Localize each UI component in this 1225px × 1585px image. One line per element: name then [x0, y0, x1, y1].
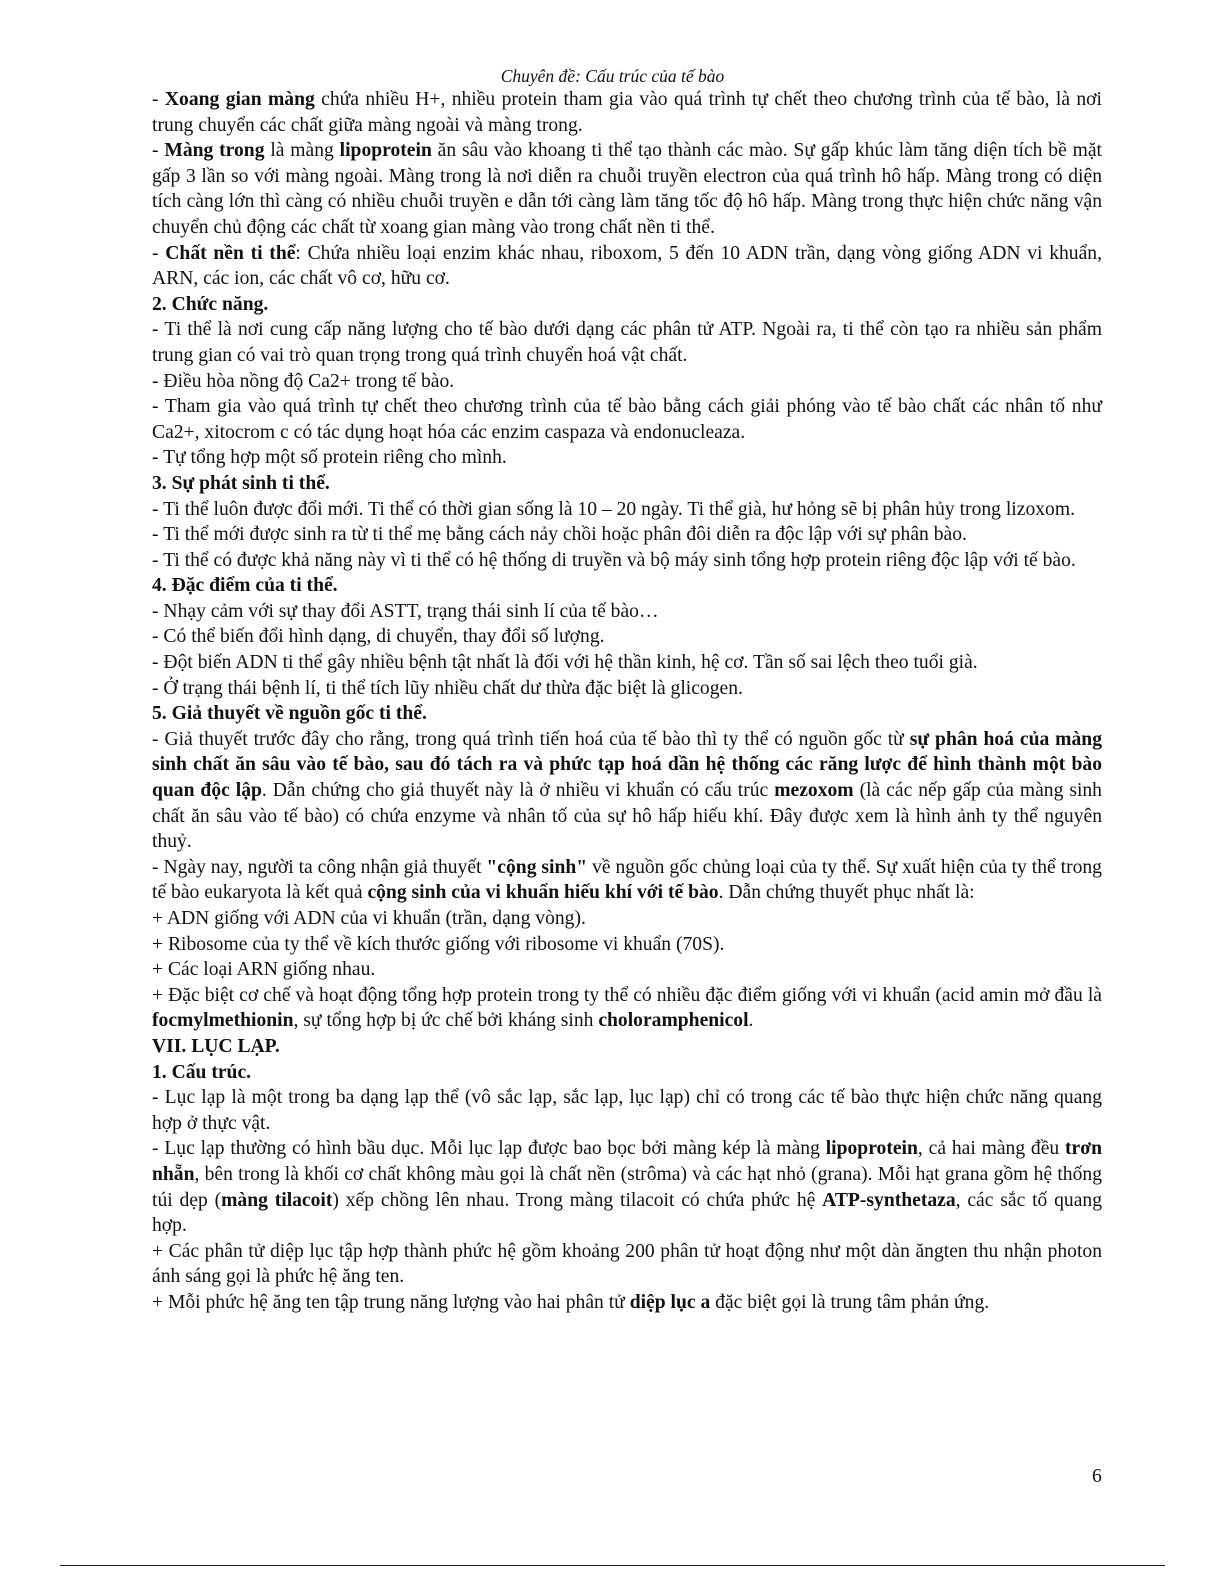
paragraph-ps-1 — [152, 497, 1102, 523]
text-run: - Nhạy cảm với sự thay đổi ASTT, trạng thái sinh lí của tế bào… — [152, 600, 659, 622]
bold-text: mezoxom — [774, 780, 854, 802]
text-run: . Dẫn chứng cho giả thuyết này là ở nhiều vi khuẩn có cấu trúc — [261, 780, 775, 802]
text-run: - Tự tổng hợp một số protein riêng cho mình. — [152, 447, 507, 469]
section-heading-chuc-nang — [152, 292, 1102, 318]
paragraph-gt-3 — [152, 906, 1102, 932]
bold-text: 2. Chức năng. — [152, 293, 269, 315]
text-run: : Chứa nhiều loại enzim khác nhau, riboxom, 5 đến 10 ADN trần, dạng vòng giống ADN vi khuẩn, ARN, các ion, các chất vô cơ, hữu cơ. — [152, 242, 1102, 290]
text-run: - Lục lạp là một trong ba dạng lạp thể (vô sắc lạp, sắc lạp, lục lạp) chỉ có trong các tế bào thực hiện chức năng quang hợp ở thực vật. — [152, 1087, 1102, 1134]
text-run: - — [152, 242, 166, 264]
paragraph-dd-1 — [152, 599, 1102, 625]
text-run: + Các loại ARN giống nhau. — [152, 959, 376, 981]
text-run: + Đặc biệt cơ chế và hoạt động tổng hợp protein trong ty thể có nhiều đặc điểm giống với vi khuẩn (acid amin mở đầu là — [152, 984, 1102, 1006]
paragraph-cn-1 — [152, 317, 1102, 368]
text-run: về nguồn gốc chủng loại của ty thể. Sự xuất hiện của ty thể trong tế bào eukaryota là kết quả — [152, 856, 1102, 904]
paragraph-cn-4 — [152, 445, 1102, 471]
text-run: - Có thể biến đổi hình dạng, di chuyển, thay đổi số lượng. — [152, 626, 605, 648]
section-heading-gia-thuyet — [152, 701, 1102, 727]
paragraph-xoang — [152, 87, 1102, 138]
text-run: . — [748, 1010, 754, 1032]
text-run: (là các nếp gấp của màng sinh chất ăn sâu vào tế bào) có chứa enzyme và nhân tố của sự hô hấp hiếu khí. Đây được xem là hình ảnh ty thể nguyên thuỷ. — [152, 780, 1102, 853]
text-run: ) xếp chồng lên nhau. Trong màng tilacoit có chứa phức hệ — [332, 1189, 823, 1211]
bold-text: lipoprotein — [825, 1138, 918, 1160]
text-run: - Tham gia vào quá trình tự chết theo chương trình của tế bào bằng cách giải phóng vào tế bào chất các nhân tố như Ca2+, xitocrom c có tác dụng hoạt hóa các enzim caspaza và endonucleaza. — [152, 396, 1102, 443]
section-heading-phat-sinh — [152, 471, 1102, 497]
text-run: , bên trong là khối cơ chất không màu gọi là chất nền (strôma) và các hạt nhỏ (grana). Mỗi hạt grana gồm hệ thống túi dẹp ( — [152, 1163, 1102, 1211]
paragraph-cn-2 — [152, 369, 1102, 395]
text-run: + Mỗi phức hệ ăng ten tập trung năng lượng vào hai phân tử — [152, 1291, 630, 1313]
bold-text: sự phân hoá của màng sinh chất ăn sâu vào tế bào, sau đó tách ra và phức tạp hoá dần hệ thống các răng lược để hình thành một bào quan độc lập — [152, 728, 1102, 802]
text-run: - Điều hòa nồng độ Ca2+ trong tế bào. — [152, 370, 455, 392]
text-run: - Ngày nay, người ta công nhận giả thuyết — [152, 856, 487, 878]
page-header: Chuyên đề: Cấu trúc của tế bào — [500, 66, 725, 86]
bold-text: "cộng sinh" — [486, 856, 588, 878]
text-run: , cả hai màng đều — [917, 1138, 1066, 1160]
paragraph-ll-1 — [152, 1085, 1102, 1136]
text-run: + Các phân tử diệp lục tập hợp thành phức hệ gồm khoảng 200 phân tử hoạt động như một dàn ăngten thu nhận photon ánh sáng gọi là phức hệ ăng ten. — [152, 1240, 1102, 1288]
paragraph-ll-3 — [152, 1239, 1102, 1290]
text-run: - Ti thể mới được sinh ra từ ti thể mẹ bằng cách nảy chồi hoặc phân đôi diễn ra độc lập với sự phân bào. — [152, 524, 967, 546]
bold-text: focmylmethionin — [152, 1010, 294, 1032]
text-run: đặc biệt gọi là trung tâm phản ứng. — [710, 1291, 990, 1313]
text-run: + Ribosome của ty thể về kích thước giống với ribosome vi khuẩn (70S). — [152, 933, 725, 955]
paragraph-gt-1 — [152, 727, 1102, 855]
text-run: - Ti thể có được khả năng này vì ti thể có hệ thống di truyền và bộ máy sinh tổng hợp protein riêng độc lập với tế bào. — [152, 549, 1076, 571]
paragraph-dd-3 — [152, 650, 1102, 676]
bold-text: VII. LỤC LẠP. — [152, 1035, 280, 1057]
paragraph-ll-2 — [152, 1136, 1102, 1238]
text-run: - — [152, 140, 165, 162]
paragraph-chat-nen — [152, 241, 1102, 292]
bold-text: 5. Giả thuyết về nguồn gốc ti thể. — [152, 703, 427, 725]
bold-text: 1. Cấu trúc. — [152, 1061, 252, 1083]
section-heading-cau-truc — [152, 1060, 1102, 1086]
paragraph-ll-4 — [152, 1290, 1102, 1316]
bold-text: choloramphenicol — [598, 1010, 749, 1032]
text-run: - Ti thể là nơi cung cấp năng lượng cho tế bào dưới dạng các phân tử ATP. Ngoài ra, ti thể còn tạo ra nhiều sản phẩm trung gian có vai trò quan trọng trong quá trình chuyển hoá vật chất. — [152, 319, 1102, 366]
paragraph-gt-2 — [152, 855, 1102, 906]
bold-text: 3. Sự phát sinh ti thể. — [152, 472, 330, 494]
bold-text: ATP-synthetaza — [822, 1189, 956, 1211]
paragraph-ps-2 — [152, 522, 1102, 548]
bold-text: 4. Đặc điểm của ti thể. — [152, 575, 338, 597]
bold-text: lipoprotein — [339, 140, 432, 162]
document-body — [152, 87, 1102, 1316]
bottom-rule — [60, 1565, 1165, 1566]
paragraph-ps-3 — [152, 548, 1102, 574]
paragraph-dd-2 — [152, 624, 1102, 650]
paragraph-mang-trong — [152, 138, 1102, 240]
paragraph-dd-4 — [152, 676, 1102, 702]
text-run: + ADN giống với ADN của vi khuẩn (trần, dạng vòng). — [152, 908, 586, 929]
text-run: là màng — [264, 140, 340, 162]
text-run: - — [152, 89, 165, 110]
text-run: - Lục lạp thường có hình bầu dục. Mỗi lục lạp được bao bọc bởi màng kép là màng — [152, 1138, 826, 1160]
paragraph-gt-5 — [152, 957, 1102, 983]
text-run: - Giả thuyết trước đây cho rằng, trong quá trình tiến hoá của tế bào thì ty thể có nguồn gốc từ — [152, 728, 910, 750]
text-run: , sự tổng hợp bị ức chế bởi kháng sinh — [293, 1010, 599, 1032]
text-run: - Ti thể luôn được đổi mới. Ti thể có thời gian sống là 10 – 20 ngày. Ti thể già, hư hỏng sẽ bị phân hủy trong lizoxom. — [152, 498, 1075, 520]
section-heading-luc-lap — [152, 1034, 1102, 1060]
text-run: . Dẫn chứng thuyết phục nhất là: — [718, 882, 975, 904]
paragraph-gt-4 — [152, 932, 1102, 958]
bold-text: diệp lục a — [629, 1291, 711, 1313]
bold-text: cộng sinh của vi khuẩn hiếu khí với tế bào — [367, 882, 719, 904]
bold-text: Màng trong — [164, 140, 265, 162]
text-run: - Đột biến ADN ti thể gây nhiều bệnh tật nhất là đối với hệ thần kinh, hệ cơ. Tần số sai lệch theo tuổi già. — [152, 652, 978, 674]
bold-text: màng tilacoit — [221, 1189, 333, 1211]
text-run: chứa nhiều H+, nhiều protein tham gia vào quá trình tự chết theo chương trình của tế bào, là nơi trung chuyển các chất giữa màng ngoài và màng trong. — [152, 89, 1102, 136]
bold-text: trơn nhẵn — [152, 1138, 1102, 1185]
text-run: ăn sâu vào khoang ti thể tạo thành các mào. Sự gấp khúc làm tăng diện tích bề mặt gấp 3 lần so với màng ngoài. Màng trong là nơi diễn ra chuỗi truyền electron của quá trình hô hấp. Màng trong có diện tích càng lớn thì càng có nhiều chuỗi truyền e dẫn tới càng làm tăng tốc độ hô hấp. Màng trong thực hiện chức năng vận chuyển chủ động các chất từ xoang gian màng vào trong chất nền ti thể. — [152, 140, 1102, 238]
paragraph-cn-3 — [152, 394, 1102, 445]
page-number: 6 — [1092, 1466, 1102, 1487]
text-run: - Ở trạng thái bệnh lí, ti thể tích lũy nhiều chất dư thừa đặc biệt là glicogen. — [152, 677, 743, 699]
bold-text: Chất nền ti thể — [165, 242, 296, 264]
paragraph-gt-6 — [152, 983, 1102, 1034]
text-run: , các sắc tố quang hợp. — [152, 1189, 1102, 1237]
bold-text: Xoang gian màng — [164, 89, 315, 110]
section-heading-dac-diem — [152, 573, 1102, 599]
